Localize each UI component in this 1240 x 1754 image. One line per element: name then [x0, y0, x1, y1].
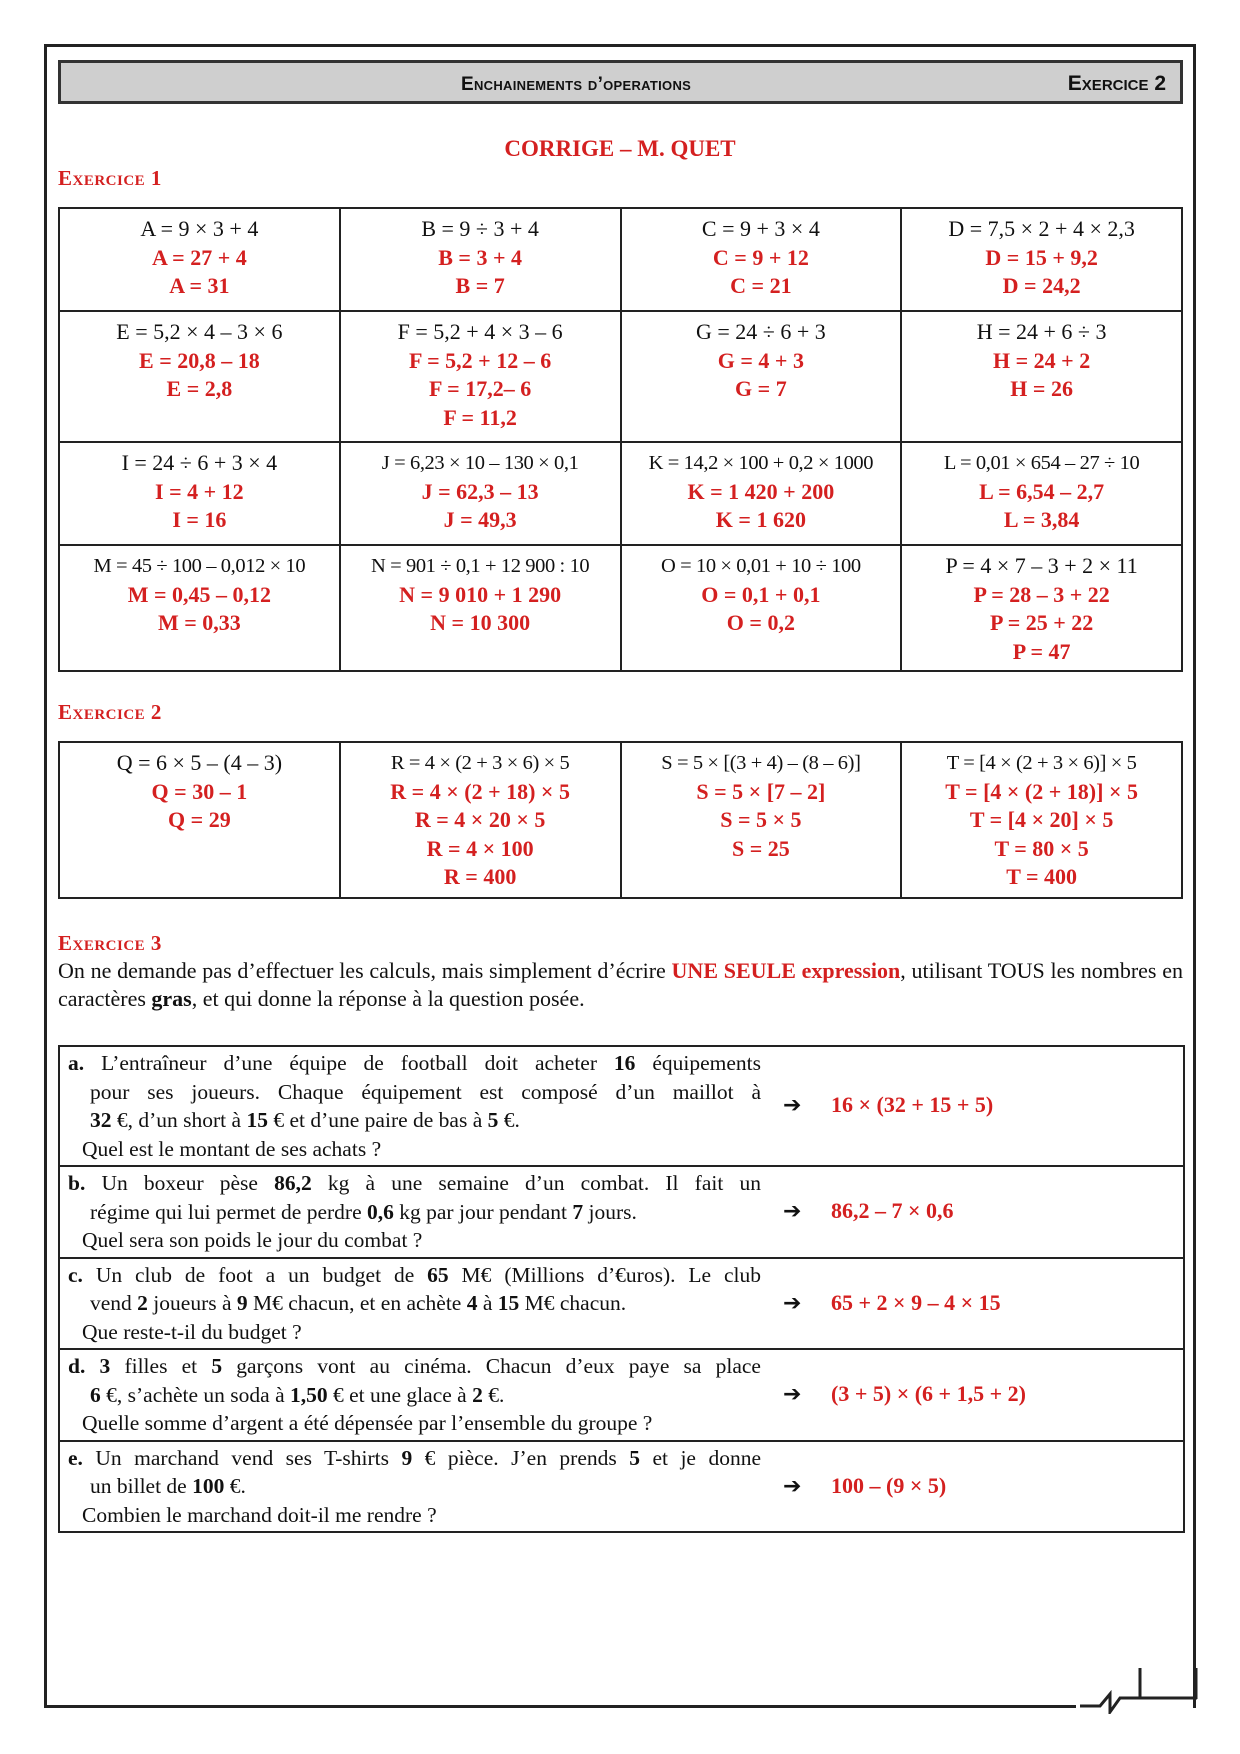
expression: E = 5,2 × 4 – 3 × 6	[116, 319, 283, 344]
exercice2-row	[59, 742, 1182, 898]
expression: F = 5,2 + 4 × 3 – 6	[397, 319, 563, 344]
exercice1-cell	[59, 208, 340, 311]
problem-text: vend	[90, 1291, 138, 1315]
calculation-step: B = 7	[455, 273, 505, 298]
problem-statement	[59, 1166, 769, 1258]
expression: S = 5 × [(3 + 4) – (8 – 6)]	[661, 752, 861, 774]
problem-text: garçons vont au cinéma. Chacun d’eux paye sa place	[222, 1354, 761, 1378]
bold-number: 16	[613, 1051, 636, 1075]
problem-line	[68, 1078, 761, 1107]
problem-answer-cell	[769, 1441, 1184, 1533]
exercice1-row	[59, 442, 1182, 545]
problem-line	[68, 1198, 761, 1227]
calculation-step: K = 1 420 + 200	[687, 478, 835, 504]
problem-text: Un club de foot a un budget de	[95, 1262, 428, 1287]
exercice2-heading: Exercice 2	[58, 700, 162, 724]
exercice1-cell	[340, 545, 621, 671]
bold-number: 0,6	[367, 1199, 394, 1224]
intro-text-3: , et qui donne la réponse à la question posée.	[191, 986, 585, 1011]
bold-number: 1,50	[290, 1382, 328, 1407]
calculation-step: J = 62,3 – 13	[421, 478, 539, 504]
exercice2-table	[58, 741, 1183, 899]
problem-statement	[59, 1441, 769, 1533]
problem-answer: 86,2 – 7 × 0,6	[831, 1198, 954, 1223]
calculation-step: D = 15 + 9,2	[985, 244, 1098, 270]
exercice1-cell	[340, 208, 621, 311]
calculation-step: C = 21	[730, 273, 792, 298]
calculation-step: C = 9 + 12	[712, 244, 809, 270]
problem-row	[59, 1166, 1184, 1258]
problem-row	[59, 1349, 1184, 1441]
arrow-right-icon: ➔	[783, 1199, 802, 1224]
problem-line	[68, 1501, 761, 1530]
exercice1-cell	[59, 545, 340, 671]
bold-number: 65	[427, 1262, 449, 1287]
expression: N = 901 ÷ 0,1 + 12 900 : 10	[370, 555, 590, 577]
exercice1-cell	[621, 208, 902, 311]
calculation-step: R = 4 × 20 × 5	[414, 807, 546, 832]
bold-number: 2	[137, 1291, 148, 1315]
calculation-step: H = 24 + 2	[993, 347, 1091, 373]
expression: M = 45 ÷ 100 – 0,012 × 10	[93, 555, 306, 577]
problem-text: € et d’une paire de bas à	[267, 1108, 488, 1132]
arrow-right-icon: ➔	[783, 1473, 802, 1499]
calculation-step: O = 0,1 + 0,1	[701, 581, 821, 607]
problem-text: €.	[224, 1474, 246, 1498]
exercice2-cell	[59, 742, 340, 898]
calculation-step: K = 1 620	[715, 507, 806, 532]
problem-text: Un boxeur pèse	[101, 1171, 275, 1195]
problem-letter: a.	[68, 1051, 102, 1075]
calculation-step: S = 25	[731, 835, 790, 861]
problem-text: Quel sera son poids le jour du combat ?	[82, 1228, 423, 1252]
arrow-right-icon: ➔	[783, 1382, 802, 1407]
problem-text: €, d’un short à	[111, 1108, 247, 1132]
calculation-step: P = 47	[1012, 638, 1071, 664]
calculation-step: G = 7	[735, 376, 787, 401]
problem-text: et je donne	[639, 1445, 762, 1470]
calculation-step: L = 3,84	[1003, 507, 1080, 532]
expression: O = 10 × 0,01 + 10 ÷ 100	[660, 555, 861, 577]
problem-line	[68, 1352, 761, 1381]
exercice3-intro	[58, 957, 1183, 1013]
exercice1-row	[59, 311, 1182, 442]
problem-answer: (3 + 5) × (6 + 1,5 + 2)	[831, 1381, 1026, 1406]
exercice1-cell	[59, 311, 340, 442]
intro-highlight: UNE SEULE expression	[671, 958, 901, 983]
expression: D = 7,5 × 2 + 4 × 2,3	[948, 216, 1135, 241]
calculation-step: E = 20,8 – 18	[139, 347, 260, 373]
problem-text: €.	[482, 1382, 505, 1407]
intro-text-2: , utilisant TOUS les nombres en caractères	[58, 958, 1183, 1011]
calculation-step: B = 3 + 4	[438, 244, 522, 270]
calculation-step: Q = 30 – 1	[151, 778, 248, 804]
expression: G = 24 ÷ 6 + 3	[695, 319, 826, 344]
problem-line	[68, 1135, 761, 1164]
bold-number: 100	[192, 1474, 225, 1498]
problem-row	[59, 1046, 1184, 1166]
problem-answer: 100 – (9 × 5)	[831, 1472, 947, 1498]
calculation-step: O = 0,2	[726, 610, 795, 635]
problem-letter: e.	[68, 1445, 96, 1470]
exercice1-cell	[901, 208, 1182, 311]
problem-answer: 65 + 2 × 9 – 4 × 15	[831, 1289, 1001, 1315]
problem-text: €, s’achète un soda à	[100, 1382, 290, 1407]
exercice1-cell	[621, 442, 902, 545]
calculation-step: J = 49,3	[443, 507, 517, 532]
problem-line	[68, 1409, 761, 1438]
calculation-step: H = 26	[1010, 376, 1073, 401]
bold-number: 86,2	[274, 1171, 312, 1195]
intro-text-1: On ne demande pas d’effectuer les calculs, mais simplement d’écrire	[58, 958, 672, 983]
bold-number: 15	[246, 1108, 268, 1132]
problem-answer-cell	[769, 1258, 1184, 1350]
problem-text: €.	[498, 1108, 520, 1132]
problem-line	[68, 1169, 761, 1198]
expression: C = 9 + 3 × 4	[701, 216, 820, 241]
bold-number: 5	[211, 1354, 223, 1378]
problem-text: kg à une semaine d’un combat. Il fait un	[311, 1171, 761, 1195]
expression: K = 14,2 × 100 + 0,2 × 1000	[648, 452, 874, 474]
calculation-step: M = 0,45 – 0,12	[127, 581, 272, 607]
calculation-step: N = 9 010 + 1 290	[399, 581, 562, 607]
problem-answer: 16 × (32 + 15 + 5)	[831, 1092, 994, 1118]
bold-number: 5	[487, 1108, 499, 1132]
calculation-step: S = 5 × [7 – 2]	[696, 778, 826, 804]
expression: I = 24 ÷ 6 + 3 × 4	[121, 450, 278, 475]
calculation-step: P = 25 + 22	[989, 610, 1094, 635]
intro-bold: gras	[151, 986, 192, 1011]
bold-number: 2	[472, 1382, 483, 1407]
calculation-step: N = 10 300	[430, 610, 531, 635]
exercice1-cell	[901, 311, 1182, 442]
bold-number: 15	[497, 1291, 520, 1315]
calculation-step: F = 11,2	[443, 404, 517, 430]
exercice2-cell	[621, 742, 902, 898]
exercice1-cell	[621, 545, 902, 671]
problem-text: Que reste-t-il du budget ?	[82, 1319, 302, 1344]
header-exercise: Exercice 2	[1067, 72, 1166, 95]
problem-text: joueurs à	[147, 1291, 237, 1315]
calculation-step: S = 5 × 5	[720, 807, 802, 832]
exercice1-cell	[340, 311, 621, 442]
exercice1-cell	[901, 545, 1182, 671]
arrow-right-icon: ➔	[783, 1290, 802, 1316]
problem-line	[68, 1318, 761, 1347]
page-header	[58, 60, 1183, 104]
problem-answer-cell	[769, 1166, 1184, 1258]
calculation-step: Q = 29	[168, 807, 231, 832]
problem-text: filles et	[110, 1354, 212, 1378]
problem-line	[68, 1472, 761, 1501]
problem-text: Combien le marchand doit-il me rendre ?	[82, 1502, 437, 1527]
problem-text: M€ chacun, et en achète	[247, 1291, 467, 1315]
problem-line	[68, 1444, 761, 1473]
exercice1-cell	[901, 442, 1182, 545]
bold-number: 9	[401, 1445, 413, 1470]
expression: H = 24 + 6 ÷ 3	[976, 319, 1107, 344]
problem-row	[59, 1258, 1184, 1350]
calculation-step: I = 16	[172, 507, 227, 532]
problem-statement	[59, 1258, 769, 1350]
expression: Q = 6 × 5 – (4 – 3)	[116, 750, 283, 775]
expression: R = 4 × (2 + 3 × 6) × 5	[390, 752, 570, 774]
exercice1-row	[59, 208, 1182, 311]
problem-text: kg par jour pendant	[393, 1199, 573, 1224]
expression: L = 0,01 × 654 – 27 ÷ 10	[943, 452, 1140, 474]
bold-number: 3	[99, 1354, 111, 1378]
problem-text: équipements	[635, 1051, 762, 1075]
calculation-step: D = 24,2	[1002, 273, 1081, 298]
calculation-step: F = 17,2– 6	[429, 376, 532, 401]
problem-line	[68, 1049, 761, 1078]
problem-text: Quel est le montant de ses achats ?	[82, 1136, 382, 1161]
problem-line	[68, 1289, 761, 1318]
calculation-step: R = 4 × (2 + 18) × 5	[390, 778, 570, 804]
calculation-step: A = 27 + 4	[152, 244, 247, 270]
corrige-title: CORRIGE – M. QUET	[504, 136, 736, 161]
problem-line	[68, 1261, 761, 1290]
exercice1-table	[58, 207, 1183, 672]
calculation-step: F = 5,2 + 12 – 6	[409, 347, 552, 373]
problem-letter: c.	[68, 1262, 96, 1287]
calculation-step: E = 2,8	[166, 376, 233, 401]
calculation-step: T = [4 × 20] × 5	[969, 807, 1114, 832]
problem-text: M€ (Millions d’€uros). Le club	[448, 1262, 761, 1287]
problem-text: un billet de	[90, 1474, 193, 1498]
problem-text: Un marchand vend ses T-shirts	[95, 1445, 402, 1470]
problem-answer-cell	[769, 1046, 1184, 1166]
calculation-step: L = 6,54 – 2,7	[979, 478, 1105, 504]
problem-row	[59, 1441, 1184, 1533]
arrow-right-icon: ➔	[783, 1093, 802, 1119]
bold-number: 6	[90, 1382, 101, 1407]
calculation-step: T = 400	[1006, 864, 1078, 889]
expression: A = 9 × 3 + 4	[140, 216, 259, 241]
problem-statement	[59, 1349, 769, 1441]
expression: B = 9 ÷ 3 + 4	[421, 216, 539, 241]
problem-text: M€ chacun.	[519, 1291, 627, 1315]
calculation-step: T = [4 × (2 + 18)] × 5	[945, 778, 1138, 804]
problem-text: Quelle somme d’argent a été dépensée par l’ensemble du groupe ?	[82, 1411, 653, 1435]
exercice3-table	[58, 1045, 1185, 1533]
bold-number: 5	[629, 1445, 640, 1470]
calculation-step: I = 4 + 12	[155, 478, 244, 504]
problem-answer-cell	[769, 1349, 1184, 1441]
expression: P = 4 × 7 – 3 + 2 × 11	[945, 553, 1138, 578]
calculation-step: A = 31	[169, 273, 230, 298]
calculation-step: P = 28 – 3 + 22	[973, 581, 1110, 607]
problem-text: à	[477, 1291, 498, 1315]
calculation-step: M = 0,33	[157, 610, 241, 635]
problem-letter: b.	[68, 1171, 102, 1195]
exercice1-cell	[621, 311, 902, 442]
exercice2-cell	[901, 742, 1182, 898]
bold-number: 4	[466, 1291, 478, 1315]
exercice1-cell	[59, 442, 340, 545]
problem-line	[68, 1226, 761, 1255]
calculation-step: R = 400	[443, 864, 517, 889]
header-title: Enchainements d’operations	[461, 74, 692, 95]
expression: J = 6,23 × 10 – 130 × 0,1	[381, 452, 579, 474]
problem-line	[68, 1381, 761, 1410]
exercice2-cell	[340, 742, 621, 898]
page-frame-bottom	[44, 1705, 1076, 1708]
problem-letter: d.	[68, 1354, 100, 1378]
calculation-step: T = 80 × 5	[994, 835, 1089, 861]
bold-number: 32	[90, 1108, 112, 1132]
page-corner-mark	[1070, 1668, 1200, 1714]
problem-text: € pièce. J’en prends	[412, 1445, 630, 1470]
exercice3-heading: Exercice 3	[58, 931, 162, 955]
problem-statement	[59, 1046, 769, 1166]
exercice1-heading: Exercice 1	[58, 166, 162, 190]
problem-text: L’entraîneur d’une équipe de football doit acheter	[101, 1051, 614, 1075]
calculation-step: G = 4 + 3	[717, 347, 804, 373]
problem-line	[68, 1106, 761, 1135]
problem-text: régime qui lui permet de perdre	[90, 1199, 368, 1224]
problem-text: jours.	[583, 1199, 637, 1224]
expression: T = [4 × (2 + 3 × 6)] × 5	[946, 752, 1137, 774]
bold-number: 9	[236, 1291, 248, 1315]
bold-number: 7	[572, 1199, 584, 1224]
exercice1-cell	[340, 442, 621, 545]
problem-text: € et une glace à	[327, 1382, 473, 1407]
problem-text: pour ses joueurs. Chaque équipement est composé d’un maillot à	[90, 1079, 761, 1104]
exercice1-row	[59, 545, 1182, 671]
calculation-step: R = 4 × 100	[426, 835, 534, 861]
